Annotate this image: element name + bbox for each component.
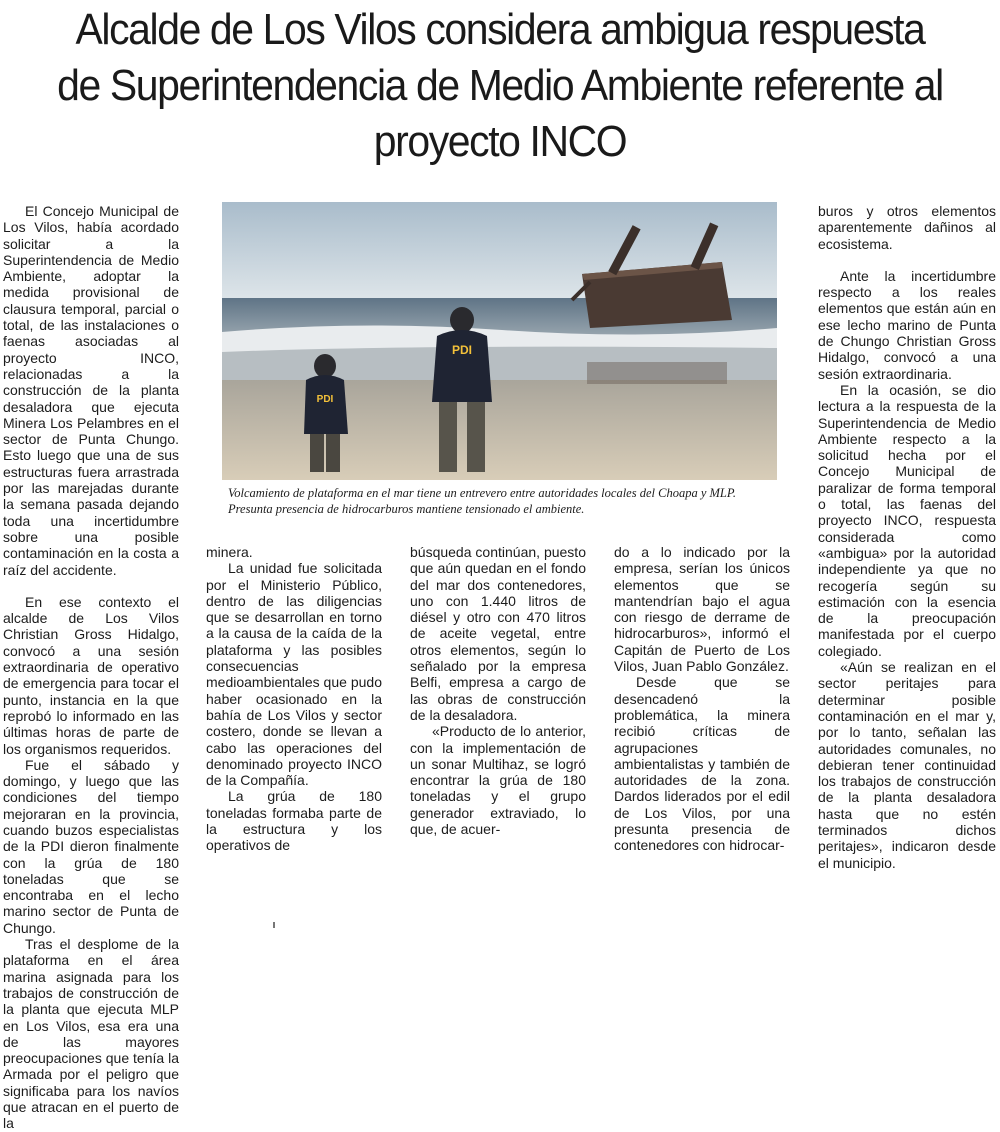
- paragraph: Tras el desplome de la plataforma en el área marina asignada para los trabajos de construcción de la planta que ejecuta MLP en Los Vilos, esa era una de las mayores preocupaciones que tenía la Armada por el peligro que significaba para los navíos que atracan en el puerto de la: [3, 936, 179, 1132]
- headline: Alcalde de Los Vilos considera ambigua respuesta de Superintendencia de Medio Ambiente referente al proyecto INCO: [57, 5, 943, 166]
- paragraph: La unidad fue solicitada por el Ministerio Público, dentro de las diligencias que se desarrollan en torno a la causa de la caída de la plataforma y las posibles consecuencias medioambientales que pudo haber ocasionado en la bahía de Los Vilos y sector costero, donde se llevan a cabo las operaciones del denominado proyecto INCO de la Compañía.: [206, 560, 382, 789]
- article-column-2: [206, 544, 382, 854]
- paragraph: En la ocasión, se dio lectura a la respuesta de la Superintendencia de Medio Ambiente respecto a la solicitud hecha por el Concejo Municipal de paralizar de forma temporal o total, las faenas del proyecto INCO, respuesta considerada como «ambigua» por la autoridad independiente ya que no recogería según su estimación con la esencia de la preocupación manifestada por el cuerpo colegiado.: [818, 381, 996, 659]
- paragraph: minera.: [206, 544, 253, 560]
- paragraph: Fue el sábado y domingo, y luego que las condiciones del tiempo mejoraran en la provincia, cuando buzos especialistas de la PDI dieron finalmente con la grúa de 180 toneladas que se encontraba en el lecho marino sector de Punta de Chungo.: [3, 756, 179, 936]
- paragraph: Desde que se desencadenó la problemática, la minera recibió críticas de agrupaciones ambientalistas y también de autoridades de la zona. Dardos liderados por el edil de Los Vilos, por una presunta presencia de contenedores con hidrocar-: [614, 674, 790, 854]
- paragraph: do a lo indicado por la empresa, serían los únicos elementos que se mantendrían bajo el agua con riesgo de derrame de hidrocarburos», informó el Capitán de Puerto de Los Vilos, Juan Pablo González.: [614, 544, 790, 675]
- paragraph: El Concejo Municipal de Los Vilos, había acordado solicitar a la Superintendencia de Medio Ambiente, adoptar la medida provisional de clausura temporal, parcial o total, de las instalaciones o faenas asociadas al proyecto INCO, relacionadas a la construcción de la planta desaladora que ejecuta Minera Los Pelambres en el sector de Punta Chungo. Esto luego que una de sus estructuras fuera arrastrada por las marejadas durante la semana pasada dejando toda una incertidumbre sobre una posible contaminación en la costa a raíz del accidente.: [3, 203, 179, 578]
- photo-caption: Volcamiento de plataforma en el mar tiene un entrevero entre autoridades locales del Choapa y MLP. Presunta presencia de hidrocarburos mantiene tensionado el ambiente.: [228, 486, 737, 516]
- article-column-5: [818, 203, 996, 871]
- svg-text:PDI: PDI: [451, 343, 473, 357]
- paragraph: búsqueda continúan, puesto que aún quedan en el fondo del mar dos contenedores, uno con 1.440 litros de diésel y otro con 470 litros de aceite vegetal, entre otros elementos, según lo señalado por la empresa Belfi, empresa a cargo de las obras de construcción de la desaladora.: [410, 544, 586, 723]
- article-column-3: [410, 544, 586, 837]
- paragraph: La grúa de 180 toneladas formaba parte de la estructura y los operativos de: [206, 788, 382, 854]
- beach-shipwreck-photo: [222, 202, 777, 480]
- svg-text:PDI: PDI: [316, 394, 334, 405]
- article-photo: [222, 202, 777, 480]
- paragraph: «Producto de lo anterior, con la implementación de un sonar Multihaz, se logró encontrar la grúa de 180 toneladas y el grupo generador extraviado, lo que, de acuer-: [410, 723, 586, 838]
- paragraph: buros y otros elementos aparentemente dañinos al ecosistema.: [818, 203, 996, 252]
- article-column-1: [3, 203, 179, 1132]
- paragraph: «Aún se realizan en el sector peritajes para determinar posible contaminación en el mar y, por lo tanto, señalan las autoridades comunales, no debieran tener continuidad los trabajos de construcción de la planta desaladora hasta que no estén terminados dichos peritajes», indicaron desde el municipio.: [818, 659, 996, 871]
- print-speck: [273, 922, 275, 928]
- paragraph: En ese contexto el alcalde de Los Vilos Christian Gross Hidalgo, convocó a una sesión extraordinaria de operativo de emergencia para tocar el punto, instancia en la que reprobó lo informado en las últimas horas de parte de los organismos requeridos.: [3, 593, 179, 757]
- article-column-4: [614, 544, 790, 854]
- paragraph: Ante la incertidumbre respecto a los reales elementos que están aún en ese lecho marino de Punta de Chungo Christian Gross Hidalgo, convocó a una sesión extraordinaria.: [818, 267, 996, 382]
